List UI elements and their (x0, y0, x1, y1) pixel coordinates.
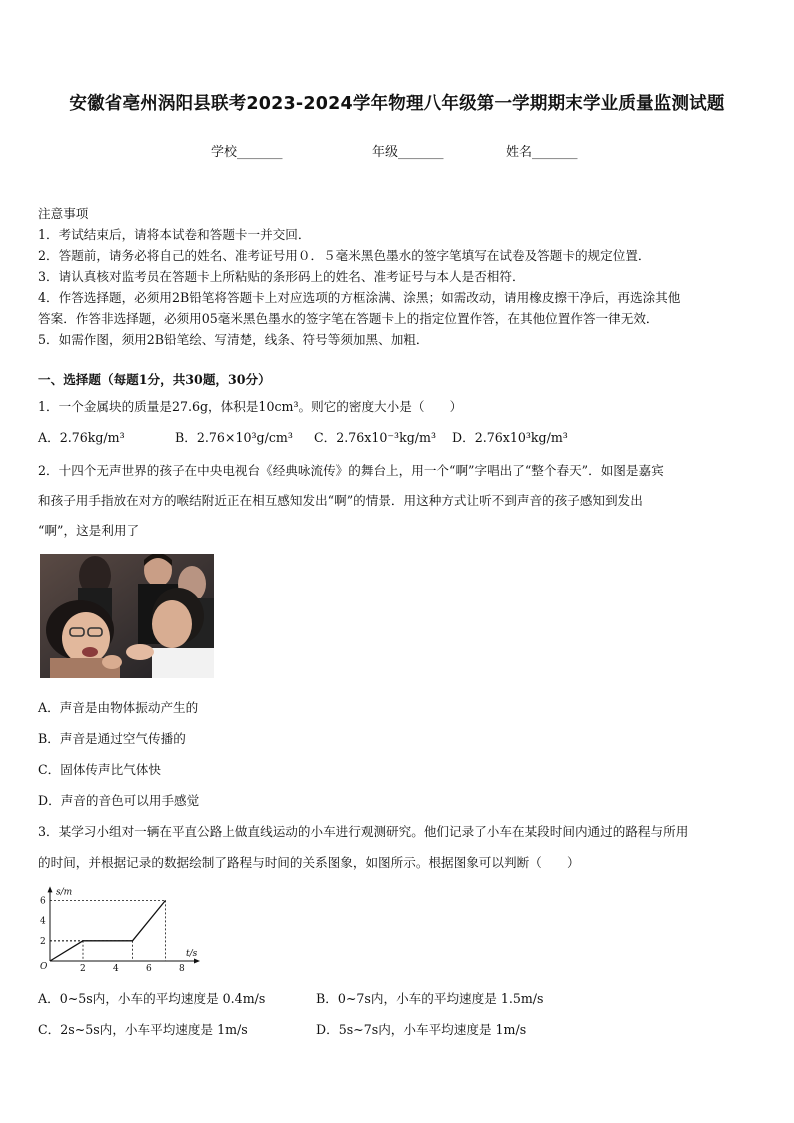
stage-photo-illustration (40, 554, 214, 678)
question-3-option-d: D．5s~7s内，小车平均速度是 1m/s (316, 1022, 527, 1037)
question-3-option-c: C．2s~5s内，小车平均速度是 1m/s (38, 1022, 248, 1037)
notice-item: 3．请认真核对监考员在答题卡上所粘贴的条形码上的姓名、准考证号与本人是否相符． (38, 269, 525, 284)
question-1-option-d: D．2.76x10³kg/m³ (452, 430, 568, 445)
question-2-line: 和孩子用手指放在对方的喉结附近正在相互感知发出“啊”的情景．用这种方式让听不到声音的孩子感知到发出 (38, 493, 643, 508)
question-2-option-a: A．声音是由物体振动产生的 (38, 700, 199, 715)
notice-item: 答案．作答非选择题，必须用05毫米黑色墨水的签字笔在答题卡上的指定位置作答，在其他位置作答一律无效． (38, 311, 659, 326)
question-2-option-d: D．声音的音色可以用手感觉 (38, 793, 200, 808)
x-tick-label: 8 (179, 964, 185, 974)
grade-field: 年级_______ (372, 145, 444, 160)
y-axis-arrow (48, 886, 53, 892)
y-tick-label: 2 (40, 936, 46, 947)
question-3-line: 的时间，并根据记录的数据绘制了路程与时间的关系图象，如图所示。根据图象可以判断（ ） (38, 855, 580, 870)
series-line (50, 900, 166, 961)
question-2-option-b: B．声音是通过空气传播的 (38, 731, 186, 746)
distance-time-graph (38, 883, 218, 975)
question-3-option-b: B．0~7s内，小车的平均速度是 1.5m/s (316, 991, 544, 1006)
y-tick-label: 6 (40, 896, 46, 907)
origin-label: O (40, 962, 48, 972)
notice-item: 2．答题前，请务必将自己的姓名、准考证号用０．５毫米黑色墨水的签字笔填写在试卷及答题卡的规定位置． (38, 248, 651, 263)
stage-photo (40, 554, 214, 678)
x-axis-arrow (194, 959, 200, 964)
x-tick-label: 6 (146, 964, 152, 974)
section-heading: 一、选择题（每题1分，共30题，30分） (38, 372, 271, 387)
question-2-line: 2．十四个无声世界的孩子在中央电视台《经典咏流传》的舞台上，用一个“啊”字唱出了“整个春天”．如图是嘉宾 (38, 463, 664, 478)
notice-item: 1．考试结束后，请将本试卷和答题卡一并交回． (38, 227, 311, 242)
notice-heading: 注意事项 (38, 206, 89, 221)
x-tick-label: 2 (80, 964, 86, 974)
y-tick-label: 4 (40, 916, 46, 927)
question-3-option-a: A．0~5s内，小车的平均速度是 0.4m/s (38, 991, 266, 1006)
question-1-option-a: A．2.76kg/m³ (38, 430, 125, 445)
question-3-line: 3．某学习小组对一辆在平直公路上做直线运动的小车进行观测研究。他们记录了小车在某段时间内通过的路程与所用 (38, 824, 689, 839)
x-tick-label: 4 (113, 964, 119, 974)
y-axis-label: s/m (56, 887, 73, 898)
school-field: 学校_______ (211, 145, 283, 160)
question-1-stem: 1．一个金属块的质量是27.6g，体积是10cm³。则它的密度大小是（ ） (38, 399, 463, 414)
question-1-option-b: B．2.76×10³g/cm³ (175, 430, 293, 445)
notice-item: 5．如需作图，须用2B铅笔绘、写清楚，线条、符号等须加黑、加粗． (38, 332, 429, 347)
question-2-line: “啊”，这是利用了 (38, 523, 140, 538)
page-title: 安徽省亳州涡阳县联考2023-2024学年物理八年级第一学期期末学业质量监测试题 (69, 94, 725, 114)
question-1-option-c: C．2.76x10⁻³kg/m³ (314, 430, 437, 445)
name-field: 姓名_______ (506, 145, 578, 160)
question-2-option-c: C．固体传声比气体快 (38, 762, 161, 777)
notice-item: 4．作答选择题，必须用2B铅笔将答题卡上对应选项的方框涂满、涂黑；如需改动，请用橡皮擦干净后，再选涂其他 (38, 290, 681, 305)
x-axis-label: t/s (186, 949, 198, 959)
